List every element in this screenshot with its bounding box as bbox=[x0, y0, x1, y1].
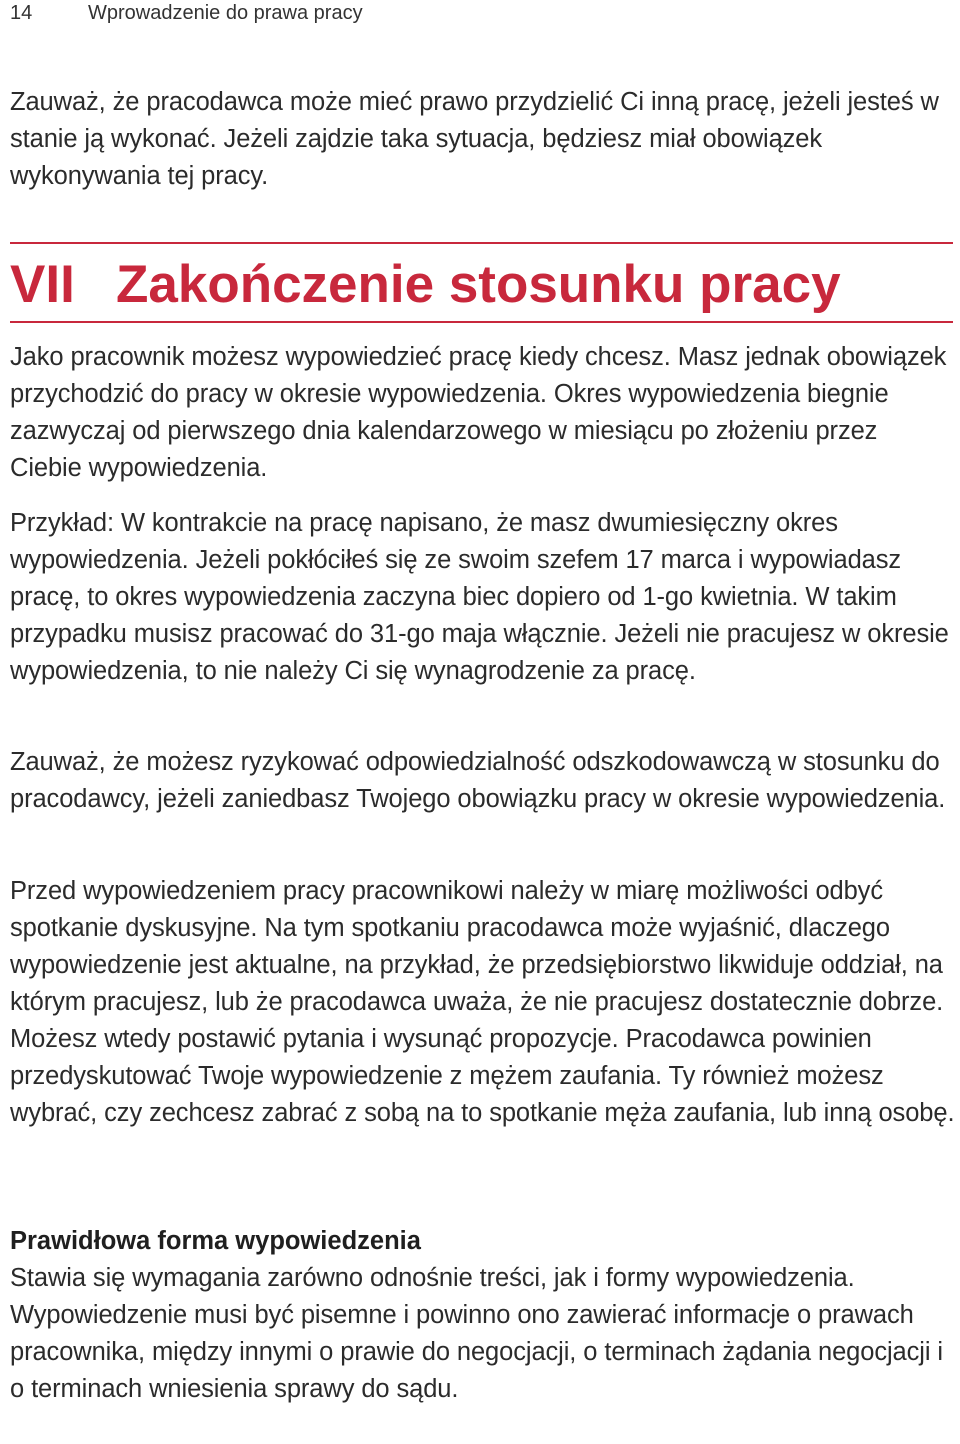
chapter-heading bbox=[10, 250, 955, 320]
chapter-title: Zakończenie stosunku pracy bbox=[116, 255, 841, 314]
chapter-rule-bottom bbox=[10, 321, 953, 323]
page-number: 14 bbox=[10, 2, 33, 24]
section-body: Stawia się wymagania zarówno odnośnie treści, jak i formy wypowiedzenia. Wypowiedzenie musi być pisemne i powinno ono zawierać informacje o prawach pracownika, między innymi o prawie do negocjacji, o terminach żądania negocjacji i o terminach wniesienia sprawy do sądu. bbox=[10, 1264, 943, 1403]
example-paragraph: Przykład: W kontrakcie na pracę napisano, że masz dwumiesięczny okres wypowiedzenia. Jeżeli pokłóciłeś się ze swoim szefem 17 marca i wypowiadasz pracę, to okres wypowiedzenia zaczyna biec dopiero od 1-go kwietnia. W takim przypadku musisz pracować do 31-go maja włącznie. Jeżeli nie pracujesz w okresie wypowiedzenia, to nie należy Ci się wynagrodzenie za pracę. bbox=[10, 509, 949, 685]
body-paragraph: Przed wypowiedzeniem pracy pracownikowi należy w miarę możliwości odbyć spotkanie dyskusyjne. Na tym spotkaniu pracodawca może wyjaśnić, dlaczego wypowiedzenie jest aktualne, na przykład, że przedsiębiorstwo likwiduje oddział, na którym pracujesz, lub że pracodawca uważa, że nie pracujesz dostatecznie dobrze. Możesz wtedy postawić pytania i wysunąć propozycje. Pracodawca powinien przedyskutować Twoje wypowiedzenie z mężem zaufania. Ty również możesz wybrać, czy zechcesz zabrać z sobą na to spotkanie męża zaufania, lub inną osobę. bbox=[10, 877, 955, 1127]
running-title: Wprowadzenie do prawa pracy bbox=[88, 2, 363, 24]
intro-paragraph: Zauważ, że pracodawca może mieć prawo przydzielić Ci inną pracę, jeżeli jesteś w stanie ją wykonać. Jeżeli zajdzie taka sytuacja, będziesz miał obowiązek wykonywania tej pracy. bbox=[10, 88, 939, 190]
body-paragraph: Jako pracownik możesz wypowiedzieć pracę kiedy chcesz. Masz jednak obowiązek przychodzić do pracy w okresie wypowiedzenia. Okres wypowiedzenia biegnie zazwyczaj od pierwszego dnia kalendarzowego w miesiącu po złożeniu przez Ciebie wypowiedzenia. bbox=[10, 343, 947, 482]
running-header bbox=[0, 0, 960, 30]
section-heading: Prawidłowa forma wypowiedzenia bbox=[10, 1227, 421, 1255]
body-paragraph: Zauważ, że możesz ryzykować odpowiedzialność odszkodowawczą w stosunku do pracodawcy, jeżeli zaniedbasz Twojego obowiązku pracy w okresie wypowiedzenia. bbox=[10, 748, 946, 813]
chapter-number: VII bbox=[10, 255, 75, 314]
chapter-rule-top bbox=[10, 242, 953, 244]
